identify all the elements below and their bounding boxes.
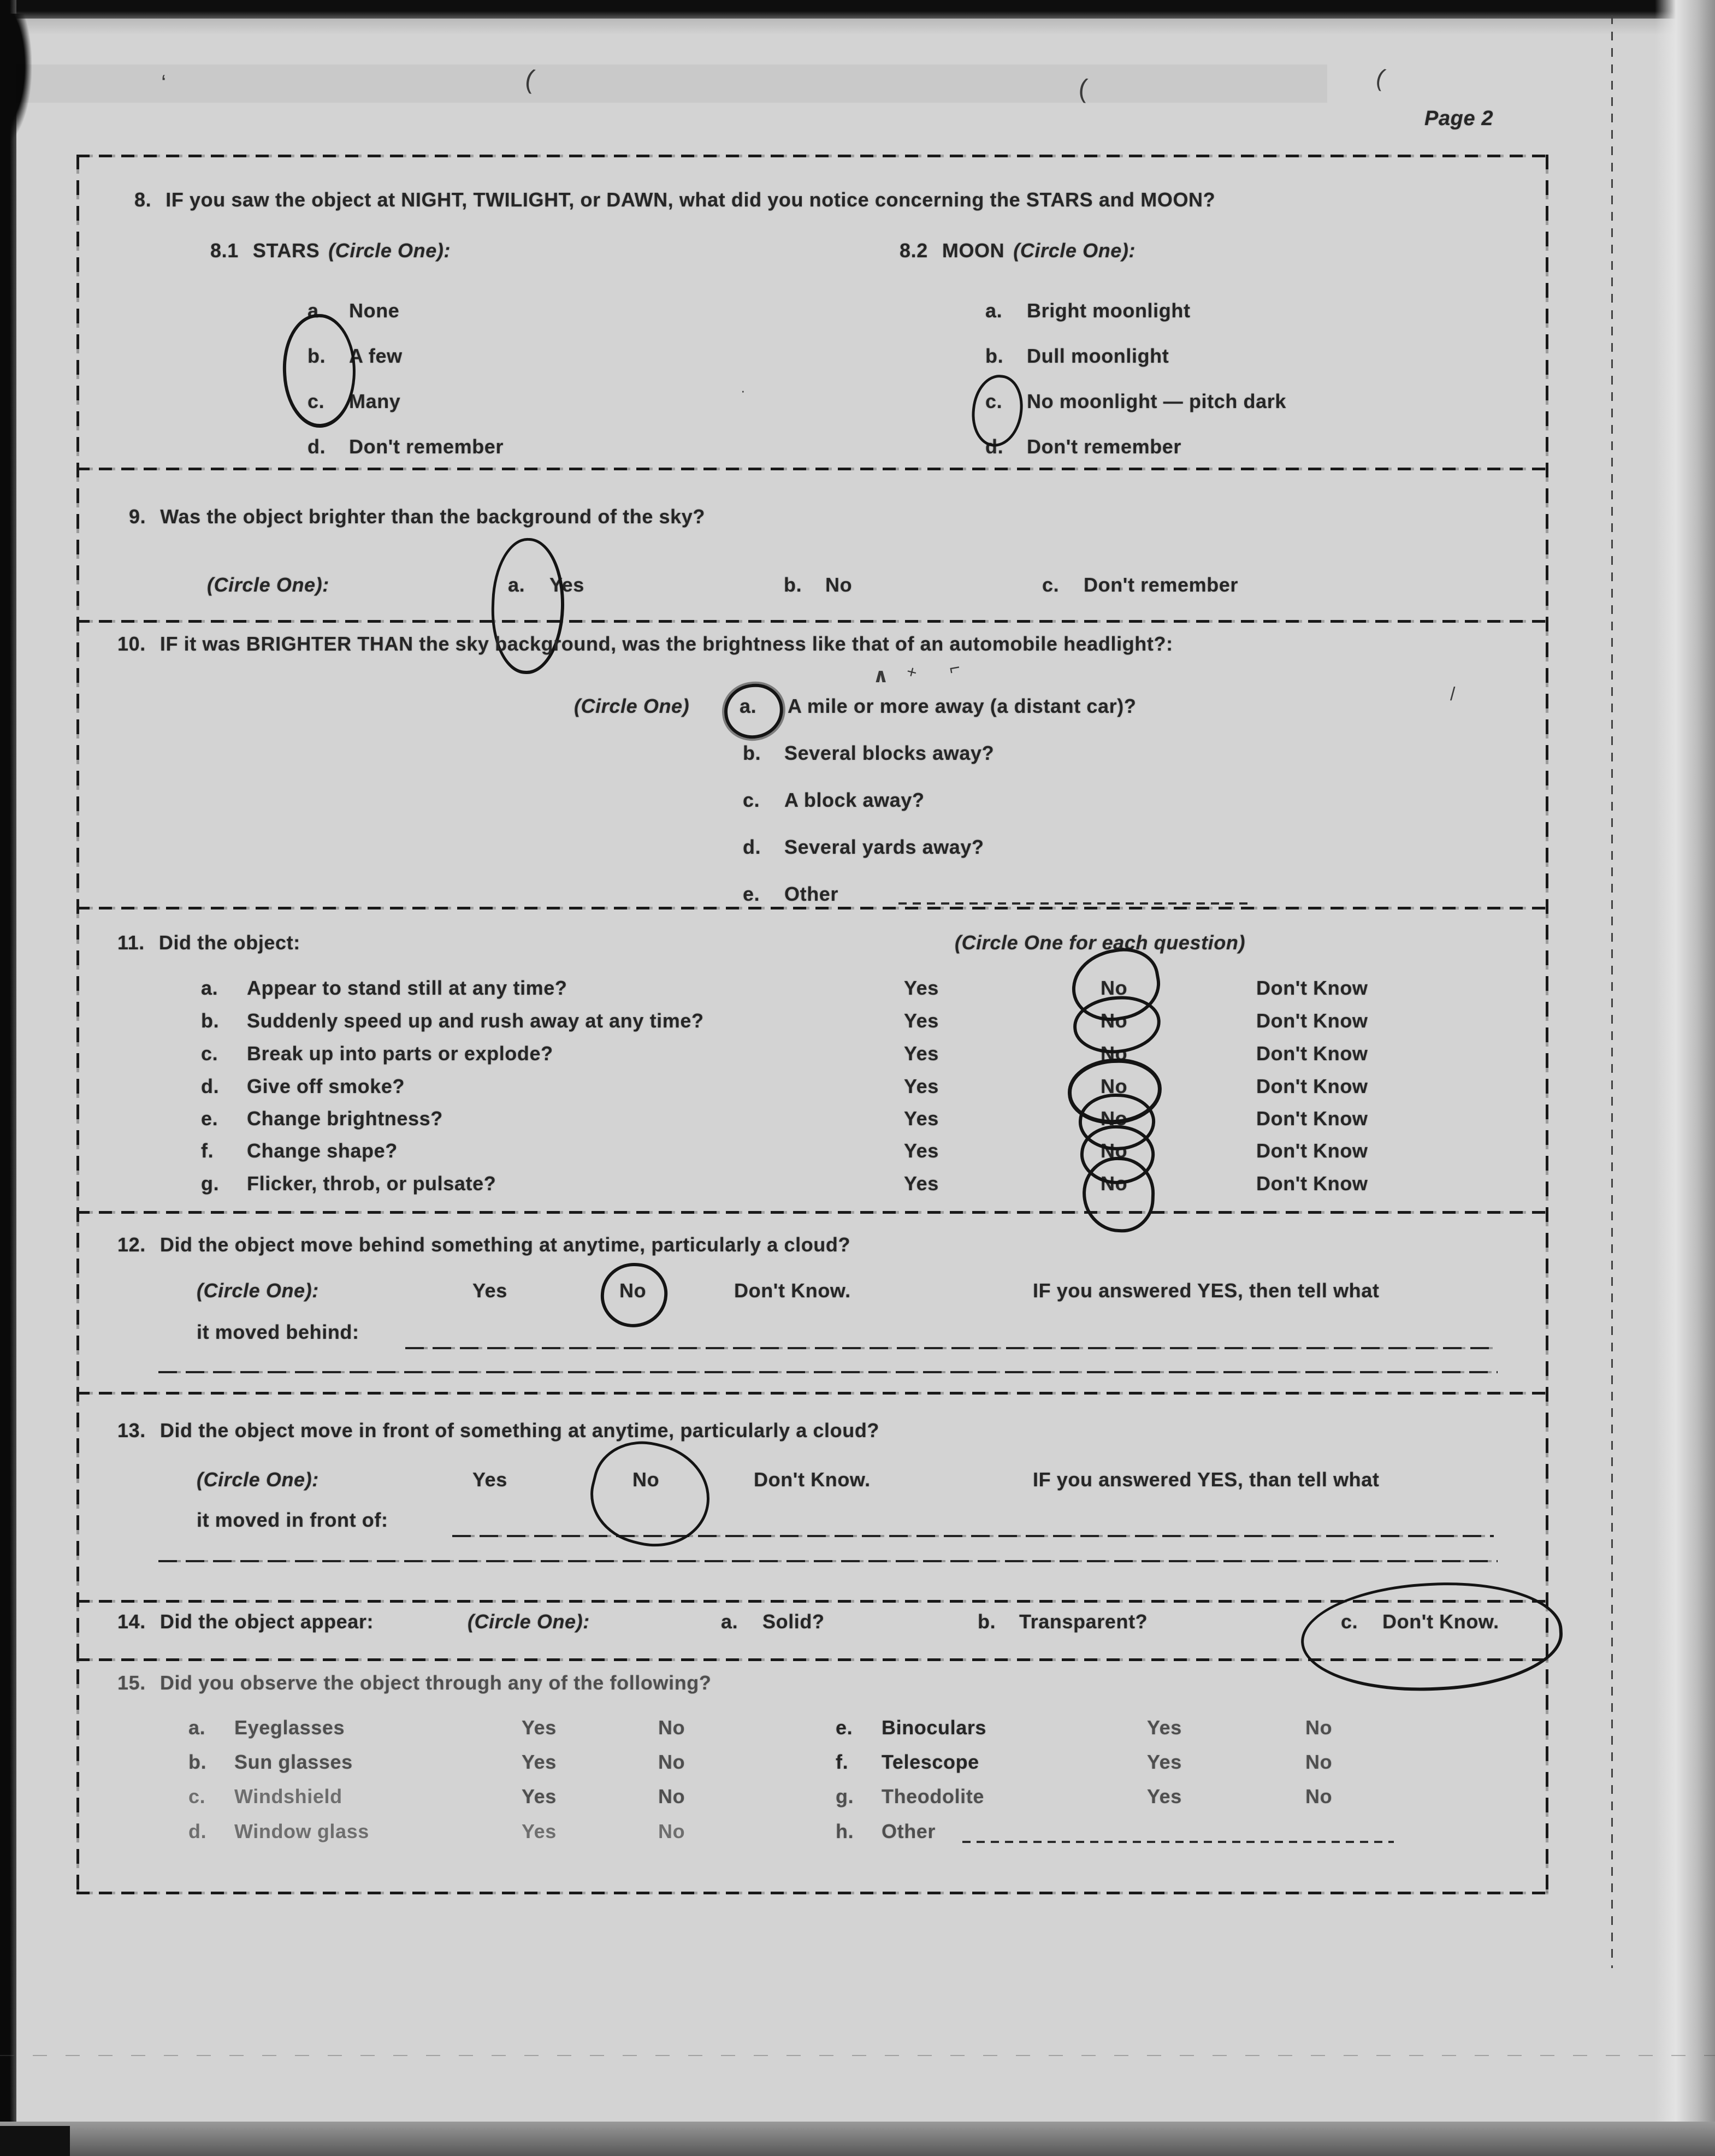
q9-option-no: b. No	[784, 574, 853, 596]
q14-circle-one-label: (Circle One):	[468, 1610, 590, 1633]
q9-option-dont-remember: c. Don't remember	[1042, 574, 1239, 596]
q14-option-dont-know: c. Don't Know.	[1341, 1610, 1499, 1633]
q11-row-g-yes: Yes	[904, 1172, 939, 1195]
hand-circle-q14-dont-know	[1298, 1576, 1565, 1698]
q11-row-e-label: e. Change brightness?	[201, 1107, 443, 1130]
question-15: 15. Did you observe the object through any of the following?	[117, 1671, 712, 1694]
q9-option-yes: a. Yes	[508, 574, 584, 596]
box-border-left	[76, 155, 79, 1893]
pen-mark-squiggle: ⌐	[947, 657, 962, 680]
q12-dont-know: Don't Know.	[734, 1279, 851, 1302]
q8-stars-option-a: a. None	[307, 299, 400, 322]
q12-answer-blank-line-2	[158, 1371, 1498, 1373]
q15-binoculars-yes: Yes	[1147, 1716, 1182, 1739]
scan-top-edge	[0, 0, 1715, 19]
q12-yes: Yes	[472, 1279, 507, 1302]
q15-sun-glasses-no: No	[658, 1751, 685, 1773]
q13-dont-know: Don't Know.	[754, 1468, 871, 1491]
hand-circle-q11-g-no	[1081, 1156, 1156, 1234]
q11-row-c-dont-know: Don't Know	[1256, 1042, 1368, 1065]
q12-continuation-text: it moved behind:	[197, 1321, 359, 1343]
q11-row-f-dont-know: Don't Know	[1256, 1139, 1368, 1162]
q11-row-d-no: No	[1101, 1075, 1128, 1097]
q15-eyeglasses-yes: Yes	[522, 1716, 557, 1739]
q11-row-e-dont-know: Don't Know	[1256, 1107, 1368, 1130]
hand-circle-q12-no	[599, 1261, 670, 1330]
hand-circle-q10-a	[722, 681, 785, 741]
hand-circle-q13-no	[580, 1430, 720, 1558]
scan-corner-blot	[0, 2126, 70, 2156]
q11-row-d-yes: Yes	[904, 1075, 939, 1097]
q15-telescope-yes: Yes	[1147, 1751, 1182, 1773]
q11-row-f-label: f. Change shape?	[201, 1139, 398, 1162]
scan-bottom-edge	[0, 2122, 1715, 2156]
pen-mark-tick: +	[904, 661, 919, 683]
q8-moon-option-a: a. Bright moonlight	[985, 299, 1191, 322]
q14-option-transparent: b. Transparent?	[978, 1610, 1148, 1633]
q15-theodolite-no: No	[1305, 1785, 1333, 1808]
q11-row-e-yes: Yes	[904, 1107, 939, 1130]
q11-row-a-label: a. Appear to stand still at any time?	[201, 977, 567, 999]
q8-stars-option-d: d. Don't remember	[307, 435, 504, 458]
q15-row-sun-glasses: b. Sun glasses	[188, 1751, 353, 1773]
q10-option-b: b. Several blocks away?	[743, 742, 995, 764]
q14-option-solid: a. Solid?	[721, 1610, 825, 1633]
section-divider	[76, 1211, 1548, 1214]
q11-row-b-dont-know: Don't Know	[1256, 1009, 1368, 1032]
q11-row-g-label: g. Flicker, throb, or pulsate?	[201, 1172, 496, 1195]
q11-row-c-yes: Yes	[904, 1042, 939, 1065]
q11-instruction: (Circle One for each question)	[955, 931, 1246, 954]
q11-row-g-dont-know: Don't Know	[1256, 1172, 1368, 1195]
q11-row-a-no: No	[1101, 977, 1128, 999]
pen-mark-caret: ∧	[873, 664, 889, 687]
q15-row-window-glass: d. Window glass	[188, 1820, 369, 1842]
q11-row-b-label: b. Suddenly speed up and rush away at any time?	[201, 1009, 704, 1032]
section-divider	[76, 468, 1548, 470]
q11-row-b-yes: Yes	[904, 1009, 939, 1032]
q11-row-f-no: No	[1101, 1139, 1128, 1162]
q11-row-d-dont-know: Don't Know	[1256, 1075, 1368, 1097]
q15-theodolite-yes: Yes	[1147, 1785, 1182, 1808]
question-9: 9. Was the object brighter than the background of the sky?	[129, 505, 705, 528]
q15-telescope-no: No	[1305, 1751, 1333, 1773]
section-divider	[76, 1600, 1548, 1603]
scan-speck: ·	[741, 382, 746, 399]
question-8-number: 8.	[134, 188, 152, 211]
scan-shade-band	[16, 64, 1327, 103]
scan-speck: (	[1373, 63, 1388, 92]
q12-circle-one-label: (Circle One):	[197, 1279, 319, 1302]
scan-left-edge	[0, 0, 16, 2156]
q8-stars-option-b: b. A few	[307, 345, 403, 367]
q13-yes: Yes	[472, 1468, 507, 1491]
q11-row-f-yes: Yes	[904, 1139, 939, 1162]
q12-if-yes-text: IF you answered YES, then tell what	[1033, 1279, 1380, 1302]
q15-window-glass-no: No	[658, 1820, 685, 1842]
q9-circle-one-label: (Circle One):	[207, 574, 329, 596]
q11-row-b-no: No	[1101, 1009, 1128, 1032]
scan-speck: (	[523, 64, 537, 94]
q15-row-binoculars: e. Binoculars	[836, 1716, 987, 1739]
q15-eyeglasses-no: No	[658, 1716, 685, 1739]
question-11: 11. Did the object:	[117, 931, 300, 954]
q12-no: No	[619, 1279, 647, 1302]
paper-fold-line	[0, 2055, 1715, 2056]
q13-no: No	[632, 1468, 660, 1491]
q10-option-a-letter: a.	[740, 695, 757, 717]
question-8: 8. IF you saw the object at NIGHT, TWILIGHT, or DAWN, what did you notice concerning the STARS and MOON?	[134, 188, 1216, 211]
q11-row-e-no: No	[1101, 1107, 1128, 1130]
q15-row-windshield: c. Windshield	[188, 1785, 342, 1808]
q13-answer-blank-line	[452, 1535, 1494, 1537]
question-10: 10. IF it was BRIGHTER THAN the sky background, was the brightness like that of an automobile headlight?:	[117, 633, 1173, 655]
q11-row-d-label: d. Give off smoke?	[201, 1075, 405, 1097]
q15-row-telescope: f. Telescope	[836, 1751, 979, 1773]
q8-moon-option-d: d. Don't remember	[985, 435, 1182, 458]
q11-row-a-yes: Yes	[904, 977, 939, 999]
scan-speck: ‘	[161, 70, 167, 96]
q15-other-blank-line	[962, 1841, 1394, 1843]
q10-option-d: d. Several yards away?	[743, 836, 984, 858]
q15-windshield-no: No	[658, 1785, 685, 1808]
q10-option-c: c. A block away?	[743, 789, 925, 811]
page-number: Page 2	[1424, 107, 1494, 130]
q8-moon-option-b: b. Dull moonlight	[985, 345, 1169, 367]
box-border-top	[76, 155, 1548, 157]
q11-row-c-no: No	[1101, 1042, 1128, 1065]
q8-moon-heading: 8.2 MOON (Circle One):	[900, 239, 1136, 262]
q15-row-other: h. Other	[836, 1820, 936, 1842]
question-14: 14. Did the object appear:	[117, 1610, 374, 1633]
q8-stars-heading: 8.1 STARS (Circle One):	[210, 239, 451, 262]
section-divider	[76, 620, 1548, 623]
q15-sun-glasses-yes: Yes	[522, 1751, 557, 1773]
q15-row-eyeglasses: a. Eyeglasses	[188, 1716, 345, 1739]
q10-other-blank-line	[898, 902, 1253, 905]
q10-option-a-text: A mile or more away (a distant car)?	[788, 695, 1137, 717]
q10-option-e: e. Other	[743, 883, 839, 905]
q15-row-theodolite: g. Theodolite	[836, 1785, 984, 1808]
q15-windshield-yes: Yes	[522, 1785, 557, 1808]
right-margin-dashed-line	[1611, 15, 1613, 1968]
q8-moon-option-c: c. No moonlight — pitch dark	[985, 390, 1286, 412]
q10-circle-one-label: (Circle One)	[574, 695, 690, 717]
q13-circle-one-label: (Circle One):	[197, 1468, 319, 1491]
scan-speck: /	[1450, 684, 1456, 705]
box-border-bottom	[76, 1892, 1548, 1894]
q15-binoculars-no: No	[1305, 1716, 1333, 1739]
q13-answer-blank-line-2	[158, 1560, 1498, 1562]
q11-row-a-dont-know: Don't Know	[1256, 977, 1368, 999]
q15-window-glass-yes: Yes	[522, 1820, 557, 1842]
scan-right-edge	[1655, 0, 1715, 2156]
q13-if-yes-text: IF you answered YES, than tell what	[1033, 1468, 1380, 1491]
scan-speck: (	[1077, 74, 1089, 104]
question-12: 12. Did the object move behind something at anytime, particularly a cloud?	[117, 1233, 851, 1256]
section-divider	[76, 907, 1548, 909]
q8-stars-option-c: c. Many	[307, 390, 401, 412]
question-13: 13. Did the object move in front of something at anytime, particularly a cloud?	[117, 1419, 880, 1442]
q11-row-c-label: c. Break up into parts or explode?	[201, 1042, 553, 1065]
q11-row-g-no: No	[1101, 1172, 1128, 1195]
scan-top-shadow	[0, 19, 1715, 35]
section-divider	[76, 1392, 1548, 1395]
q12-answer-blank-line	[405, 1347, 1495, 1349]
q13-continuation-text: it moved in front of:	[197, 1509, 388, 1531]
